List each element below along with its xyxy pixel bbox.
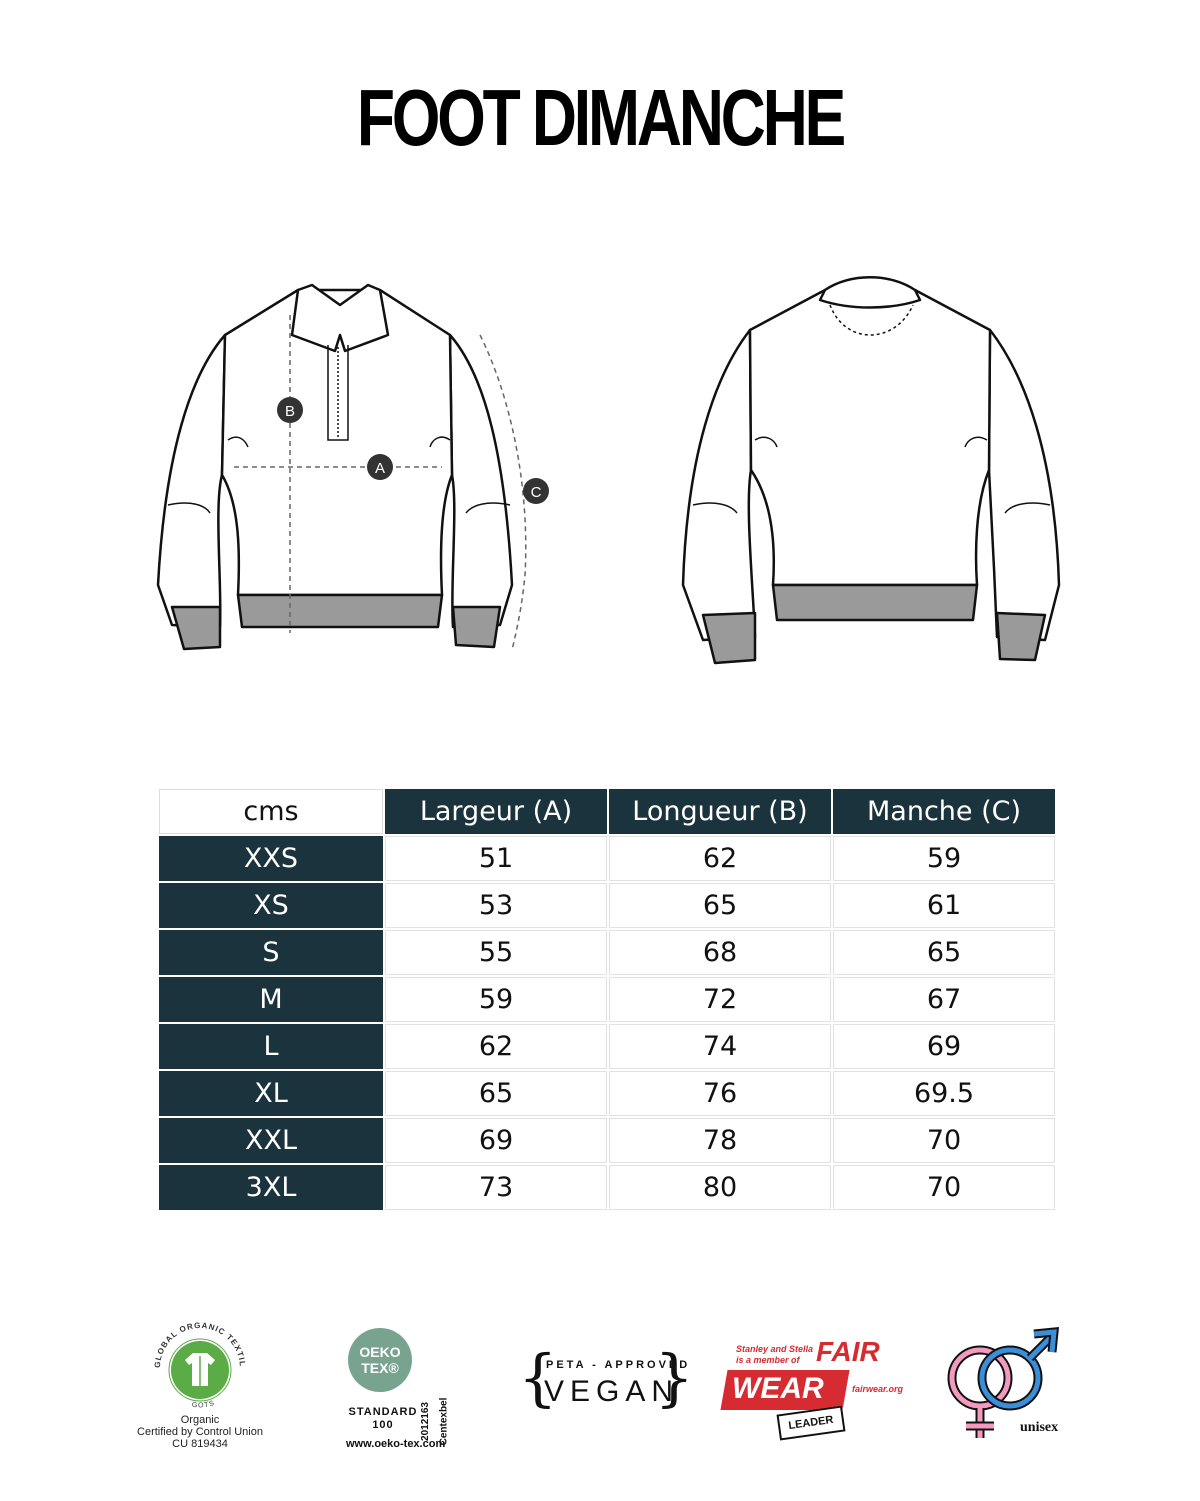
size-label: 3XL (159, 1165, 383, 1210)
gender-symbols-icon (944, 1326, 1084, 1446)
table-cell: 76 (609, 1071, 831, 1116)
col-header-manche: Manche (C) (833, 789, 1055, 834)
size-label: L (159, 1024, 383, 1069)
oeko-certificate: 2012163 Centexbel (419, 1397, 450, 1446)
left-brace-icon: { (518, 1341, 558, 1414)
marker-c (523, 478, 549, 504)
table-cell: 51 (385, 836, 607, 881)
right-brace-icon: } (654, 1341, 694, 1414)
table-row (159, 1118, 1055, 1163)
back-garment-drawing (675, 255, 1075, 675)
svg-text:C: C (530, 484, 542, 501)
table-cell: 70 (833, 1165, 1055, 1210)
table-cell: 62 (385, 1024, 607, 1069)
table-cell: 69.5 (833, 1071, 1055, 1116)
size-table (157, 787, 1057, 1212)
table-cell: 69 (833, 1024, 1055, 1069)
table-header-row (159, 789, 1055, 834)
table-cell: 78 (609, 1118, 831, 1163)
gots-logo (135, 1320, 265, 1450)
marker-a (367, 454, 393, 480)
page-title: FOOT DIMANCHE (356, 73, 844, 162)
gots-line-1: Organic (180, 1414, 220, 1426)
svg-text:GLOBAL ORGANIC TEXTILE STANDAR: GLOBAL ORGANIC TEXTIL (152, 1320, 248, 1369)
table-cell: 65 (833, 930, 1055, 975)
certification-logos (0, 1320, 1200, 1470)
size-label: XL (159, 1071, 383, 1116)
table-cell: 73 (385, 1165, 607, 1210)
table-cell: 74 (609, 1024, 831, 1069)
svg-text:B: B (284, 403, 296, 420)
table-row (159, 836, 1055, 881)
svg-text:GOTS: GOTS (191, 1399, 216, 1410)
table-cell: 72 (609, 977, 831, 1022)
table-row (159, 977, 1055, 1022)
unisex-label: unisex (1020, 1420, 1059, 1435)
table-cell: 67 (833, 977, 1055, 1022)
table-cell: 59 (385, 977, 607, 1022)
gots-badge-icon (135, 1320, 265, 1410)
table-cell: 70 (833, 1118, 1055, 1163)
oeko-tex-badge-icon: OEKO TEX® (348, 1328, 412, 1392)
col-header-longueur: Longueur (B) (609, 789, 831, 834)
table-row (159, 930, 1055, 975)
table-cell: 65 (385, 1071, 607, 1116)
table-cell: 55 (385, 930, 607, 975)
unit-header: cms (159, 789, 383, 834)
oeko-url: www.oeko-tex.com (346, 1438, 446, 1450)
gots-line-2: Certified by Control Union (137, 1426, 263, 1438)
front-garment-drawing (150, 255, 550, 665)
size-label: XXL (159, 1118, 383, 1163)
table-cell: 61 (833, 883, 1055, 928)
fair-wear-logo: Stanley and Stella is a member of FAIR WEAR fairwear.org LEADER (722, 1334, 902, 1444)
svg-text:A: A (374, 460, 386, 477)
size-label: XXS (159, 836, 383, 881)
table-row (159, 883, 1055, 928)
size-label: M (159, 977, 383, 1022)
table-cell: 62 (609, 836, 831, 881)
size-label: S (159, 930, 383, 975)
table-row (159, 1071, 1055, 1116)
table-cell: 68 (609, 930, 831, 975)
peta-vegan-logo: { PETA - APPROVED VEGAN } (518, 1341, 694, 1414)
table-cell: 69 (385, 1118, 607, 1163)
table-cell: 80 (609, 1165, 831, 1210)
oeko-standard: STANDARD 100 (348, 1406, 418, 1431)
table-cell: 59 (833, 836, 1055, 881)
unisex-logo (944, 1326, 1084, 1446)
table-row (159, 1024, 1055, 1069)
marker-b (277, 397, 303, 423)
size-label: XS (159, 883, 383, 928)
table-cell: 53 (385, 883, 607, 928)
col-header-largeur: Largeur (A) (385, 789, 607, 834)
table-row (159, 1165, 1055, 1210)
table-cell: 65 (609, 883, 831, 928)
gots-line-3: CU 819434 (172, 1438, 228, 1450)
